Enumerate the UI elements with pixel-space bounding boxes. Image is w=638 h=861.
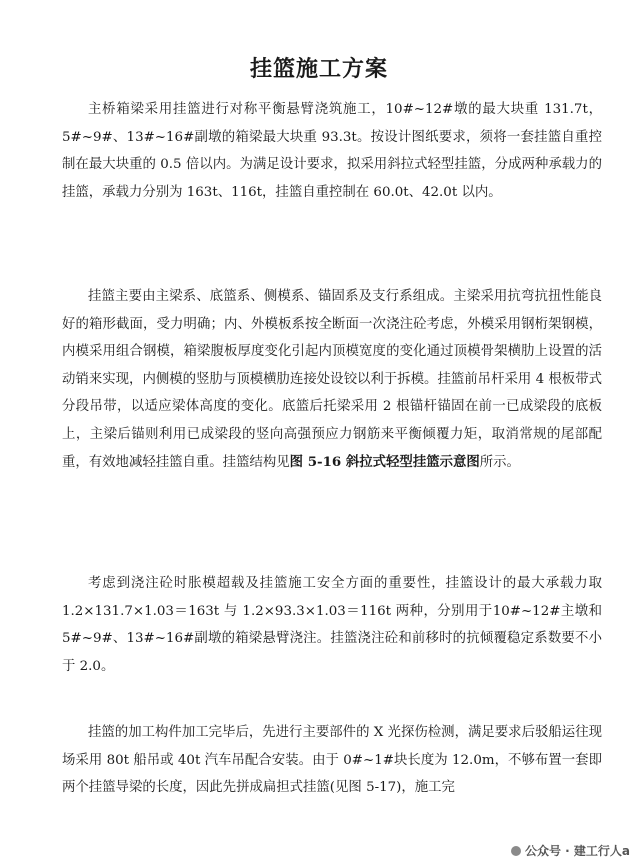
paragraph-3: 考虑到浇注砼时胀模超载及挂篮施工安全方面的重要性，挂篮设计的最大承载力取 1.2×131.7×1.03＝163t 与 1.2×93.3×1.03＝116t 两种，分别用于10#~12#主墩和 5#~9#、13#~16#副墩的箱梁悬臂浇注。挂篮浇注砼和前移时的抗倾覆稳定系数要不小于 2.0。 bbox=[62, 576, 602, 674]
wechat-icon bbox=[511, 846, 521, 856]
paragraph-1: 主桥箱梁采用挂篮进行对称平衡悬臂浇筑施工，10#~12#墩的最大块重 131.7t，5#~9#、13#~16#副墩的箱梁最大块重 93.3t。按设计图纸要求，须将一套挂篮自重控制在最大块重的 0.5 倍以内。为满足设计要求，拟采用斜拉式轻型挂篮，分成两种承载力的挂篮，承载力分别为 163t、116t，挂篮自重控制在 60.0t、42.0t 以内。 bbox=[62, 102, 602, 200]
figure-reference: 图 5-16 斜拉式轻型挂篮示意图 bbox=[289, 453, 480, 470]
watermark bbox=[511, 842, 630, 859]
paragraph-4: 挂篮的加工构件加工完毕后，先进行主要部件的 X 光探伤检测，满足要求后驳船运往现场采用 80t 船吊或 40t 汽车吊配合安装。由于 0#~1#块长度为 12.0m，不够布置一套即两个挂篮导梁的长度，因此先拼成扁担式挂篮(见图 5-17)，施工完 bbox=[62, 725, 602, 796]
paragraph-2-tail: 所示。 bbox=[479, 454, 520, 470]
watermark-text: 公众号 · 建工行人a bbox=[524, 844, 630, 858]
document-title: 挂篮施工方案 bbox=[249, 56, 388, 82]
paragraph-2-text: 挂篮主要由主梁系、底篮系、侧模系、锚固系及支行系组成。主梁采用抗弯抗扭性能良好的箱形截面，受力明确；内、外模板系按全断面一次浇注砼考虑，外模采用钢桁架钢模，内模采用组合钢模，箱梁腹板厚度变化引起内顶模宽度的变化通过顶模骨架横肋上设置的活动销来实现，内侧模的竖肋与顶模横肋连接处设铰以利于拆模。挂篮前吊杆采用 4 根板带式分段吊带，以适应梁体高度的变化。底篮后托梁采用 2 根锚杆锚固在前一已成梁段的底板上，主梁后锚则利用已成梁段的竖向高强预应力钢筋来平衡倾覆力矩，取消常规的尾部配重，有效地减轻挂篮自重。挂篮结构见 bbox=[62, 289, 602, 470]
paragraph-2 bbox=[62, 283, 602, 476]
